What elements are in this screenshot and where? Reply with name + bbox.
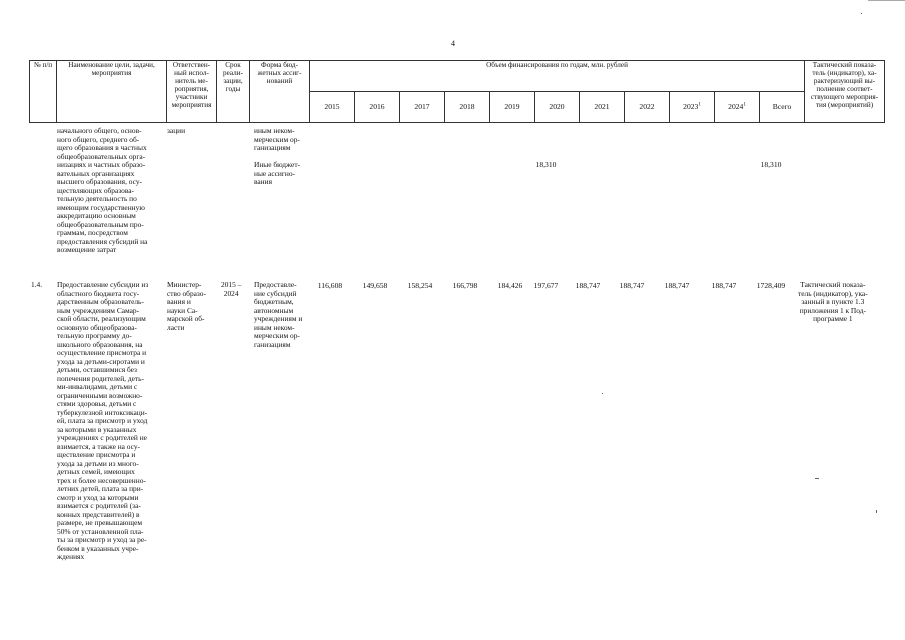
header-year-2019: 2019	[490, 92, 535, 123]
cont-row-value-total: 18,310	[760, 160, 782, 169]
scan-speck	[876, 510, 877, 513]
cont-row-responsible: зации	[167, 126, 186, 135]
cont-row-name: начального общего, основ- ного общего, среднего об- щего образования в частных общеобразовательных орга- низациях и частных образо- вательных организациях высшего образования, осу- ществляющих образова- тельную деятельность по имеющим государственную аккредитацию основным общеобразовательным про- граммам, посредством предоставления субсидий на возмещение затрат	[57, 126, 148, 254]
cont-row-value-2020: 18,310	[535, 160, 557, 169]
header-year-2015: 2015	[310, 92, 355, 123]
header-year-2016: 2016	[355, 92, 400, 123]
row-14-responsible: Министер- ство образо- вания и науки Са- марской об- ласти	[167, 280, 206, 332]
footnote-mark-2024: 1	[743, 102, 746, 108]
header-col-term: Срок реали-зации, годы	[217, 61, 250, 123]
cont-row-form-1: иным неком- мерческим ор- ганизациям	[254, 126, 300, 152]
row-14-form: Предоставле- ние субсидий бюджетным, автономным учреждениям и иным неком- мерческим ор- ганизациям	[254, 280, 303, 349]
row-14-name: Предоставление субсидии из областного бюджета госу- дарственным образователь- ным учреждениям Самар- ской области, реализующим основную общеобразова- тельную программу до- школьного образования, на осуществление присмотра и ухода за детьми-сиротами и детьми, оставшимися без попечения родителей, деть- ми-инвалидами, детьми с ограниченными возможно- стями здоровья, детьми с туберкулезной интоксикаци- ей, плата за присмотр и уход за которыми в указанных учреждениях с родителей не взимается, а также на осу- ществление присмотра и ухода за детьми из много- детных семей, имеющих трех и более несовершенно- летних детей, плата за при- смотр и уход за которыми взимается с родителей (за- конных представителей) в размере, не превышающем 50% от установленной пла- ты за присмотр и уход за ре- бенком в указанных учре- ждениях	[57, 280, 149, 561]
header-col-funding: Объем финансирования по годам, млн. рублей	[310, 61, 805, 92]
header-col-name: Наименование цели, задачи, мероприятия	[57, 61, 167, 123]
cont-row-form-2: Иные бюджет- ные ассигно- вания	[254, 160, 301, 186]
row-14-value-2016: 149,658	[362, 281, 388, 290]
header-col-form: Форма бюд-жетных ассиг-нований	[250, 61, 310, 123]
header-col-num: № п/п	[30, 61, 57, 123]
page-number: 4	[451, 39, 455, 48]
header-total: Всего	[760, 92, 805, 123]
row-14-term: 2015 – 2024	[221, 280, 242, 298]
scan-speck	[861, 13, 862, 14]
row-14-indicator: Тактический показа- тель (индикатор), ука- занный в пункте 1.3 приложения 1 к Под- программе 1	[798, 280, 868, 323]
header-year-2017: 2017	[400, 92, 445, 123]
header-col-responsible: Ответствен-ный испол-нитель ме-роприятия, участники мероприятия	[167, 61, 217, 123]
row-14-value-2020: 197,677	[533, 281, 559, 290]
row-14-value-2018: 166,798	[452, 281, 478, 290]
row-14-value-2022: 188,747	[619, 281, 645, 290]
row-14-value-2023: 188,747	[664, 281, 690, 290]
row-14-value-2019: 184,426	[497, 281, 523, 290]
header-year-2023: 2023$^1$	[670, 92, 715, 123]
row-14-number: 1.4.	[31, 280, 43, 289]
row-14-value-total: 1728,409	[756, 281, 786, 290]
scan-speck	[602, 393, 603, 394]
row-14-value-2015: 116,608	[317, 281, 343, 290]
header-year-2018: 2018	[445, 92, 490, 123]
scan-speck	[815, 478, 819, 479]
scan-edge-line	[868, 0, 905, 1]
row-14-value-2017: 158,254	[407, 281, 433, 290]
row-14-value-2021: 188,747	[575, 281, 601, 290]
row-14-value-2024: 188,747	[711, 281, 737, 290]
header-table	[29, 60, 885, 123]
header-year-2021: 2021	[580, 92, 625, 123]
header-year-2020: 2020	[535, 92, 580, 123]
header-year-2024: 2024$^1$	[715, 92, 760, 123]
header-year-2022: 2022	[625, 92, 670, 123]
header-col-indicator: Тактический показа-тель (индикатор), ха-рактеризующий вы-полнение соответ-ствующего мероприя-тия (мероприятий)	[805, 61, 885, 123]
footnote-mark-2023: 1	[698, 102, 701, 108]
